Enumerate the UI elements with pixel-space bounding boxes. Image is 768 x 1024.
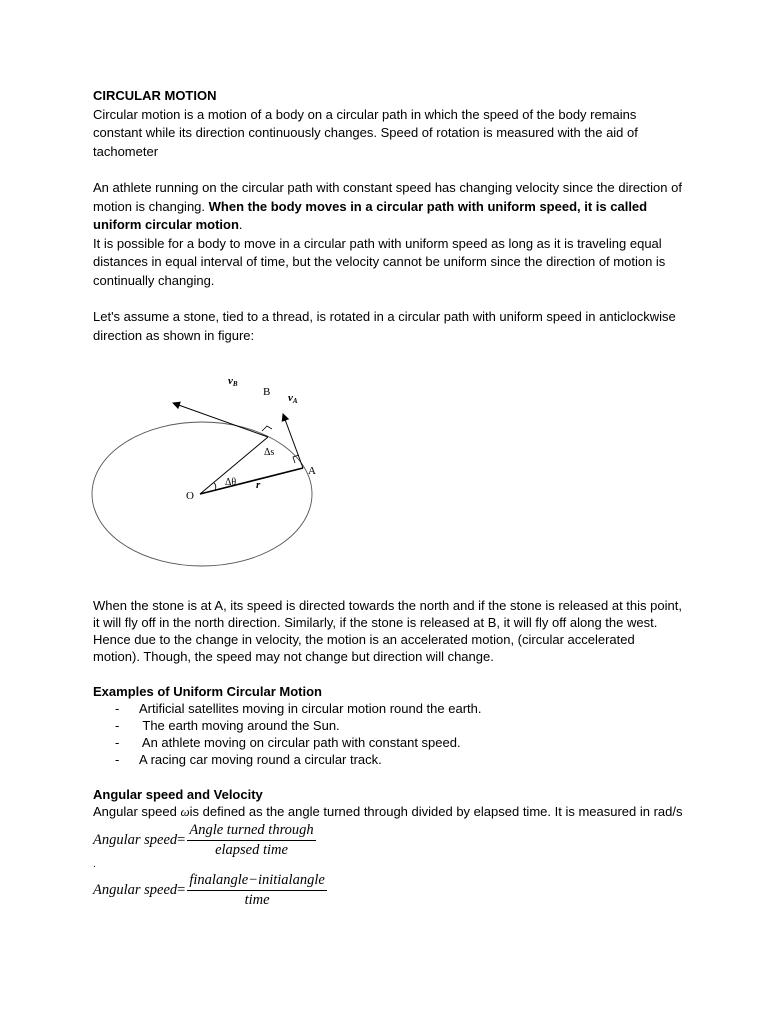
document-page xyxy=(93,87,683,910)
list-item: - A racing car moving round a circular track. xyxy=(115,752,382,767)
uniform-circular-motion-definition: When the body moves in a circular path with uniform speed, it is called uniform circular motion xyxy=(93,198,648,232)
stone-paragraph: Let's assume a stone, tied to a thread, is rotated in a circular path with uniform speed in anticlockwise direction as shown in figure: xyxy=(93,309,676,343)
definition-paragraph: Circular motion is a motion of a body on a circular path in which the speed of the body remains constant while its direction continuously changes. Speed of rotation is measured with the aid of tachometer xyxy=(93,106,638,159)
list-item: - Artificial satellites moving in circular motion round the earth. xyxy=(115,701,482,716)
list-item: - The earth moving around the Sun. xyxy=(115,718,340,733)
athlete-paragraph xyxy=(93,179,683,235)
numerator: finalangle−initialangle xyxy=(187,872,326,891)
athlete-end: . xyxy=(238,217,243,232)
list-dash: - xyxy=(115,752,120,767)
numerator: Angle turned through xyxy=(187,822,315,841)
denominator: time xyxy=(244,891,270,908)
label-b: B xyxy=(263,386,271,398)
label-delta-s: Δs xyxy=(264,447,275,458)
denominator: elapsed time xyxy=(215,841,288,858)
label-delta-theta: Δθ xyxy=(225,477,237,488)
list-dash: - xyxy=(115,718,120,733)
angular-speed-formula-2: Angular speed = $\frac{\text{finalangle−initialangle}}{\text{time}}$ xyxy=(93,871,325,908)
section-title: CIRCULAR MOTION xyxy=(93,88,217,103)
list-dash: - xyxy=(115,735,120,750)
velocity-paragraph: It is possible for a body to move in a circular path with uniform speed as long as it is traveling equal distances in equal interval of time, but the velocity cannot be uniform since the direction of motion is continually changing. xyxy=(93,235,666,288)
angular-speed-definition: Angular speed ωis defined as the angle turned through divided by elapsed time. It is measured in rad/s xyxy=(93,804,683,819)
athlete-text: An athlete running on the circular path with constant speed has changing velocity since the direction of motion is changing. xyxy=(93,180,682,214)
label-r: r xyxy=(256,479,261,491)
examples-list xyxy=(93,700,683,768)
fraction xyxy=(187,872,326,909)
velocity-b-arrow xyxy=(173,403,268,437)
circular-motion-figure xyxy=(93,357,683,593)
list-dash: - xyxy=(115,701,120,716)
stone-release-paragraph: When the stone is at A, its speed is directed towards the north and if the stone is released at this point, it will fly off in the north direction. Similarly, if the stone is released at B, it will fly off along the west. Hence due to the change in velocity, the motion is an accelerated motion, (circular accelerated motion). Though, the speed may not change but direction will change. xyxy=(93,598,682,664)
fraction xyxy=(187,822,315,859)
label-o: O xyxy=(186,490,194,502)
examples-title: Examples of Uniform Circular Motion xyxy=(93,684,322,699)
circular-motion-diagram xyxy=(90,357,330,587)
label-a: A xyxy=(308,465,316,477)
formula-dot: . xyxy=(93,859,96,870)
right-angle-b xyxy=(262,426,272,431)
omega-symbol: ω xyxy=(180,804,190,819)
velocity-a-arrow xyxy=(283,414,303,468)
list-item: - An athlete moving on circular path with constant speed. xyxy=(115,735,461,750)
angular-speed-title: Angular speed and Velocity xyxy=(93,787,263,802)
angular-speed-formula-1: Angular speed = $\frac{\text{Angle turned through}}{\text{elapsed time}}$ xyxy=(93,821,314,858)
label-va: vA xyxy=(288,392,298,405)
label-vb: vB xyxy=(228,375,238,388)
